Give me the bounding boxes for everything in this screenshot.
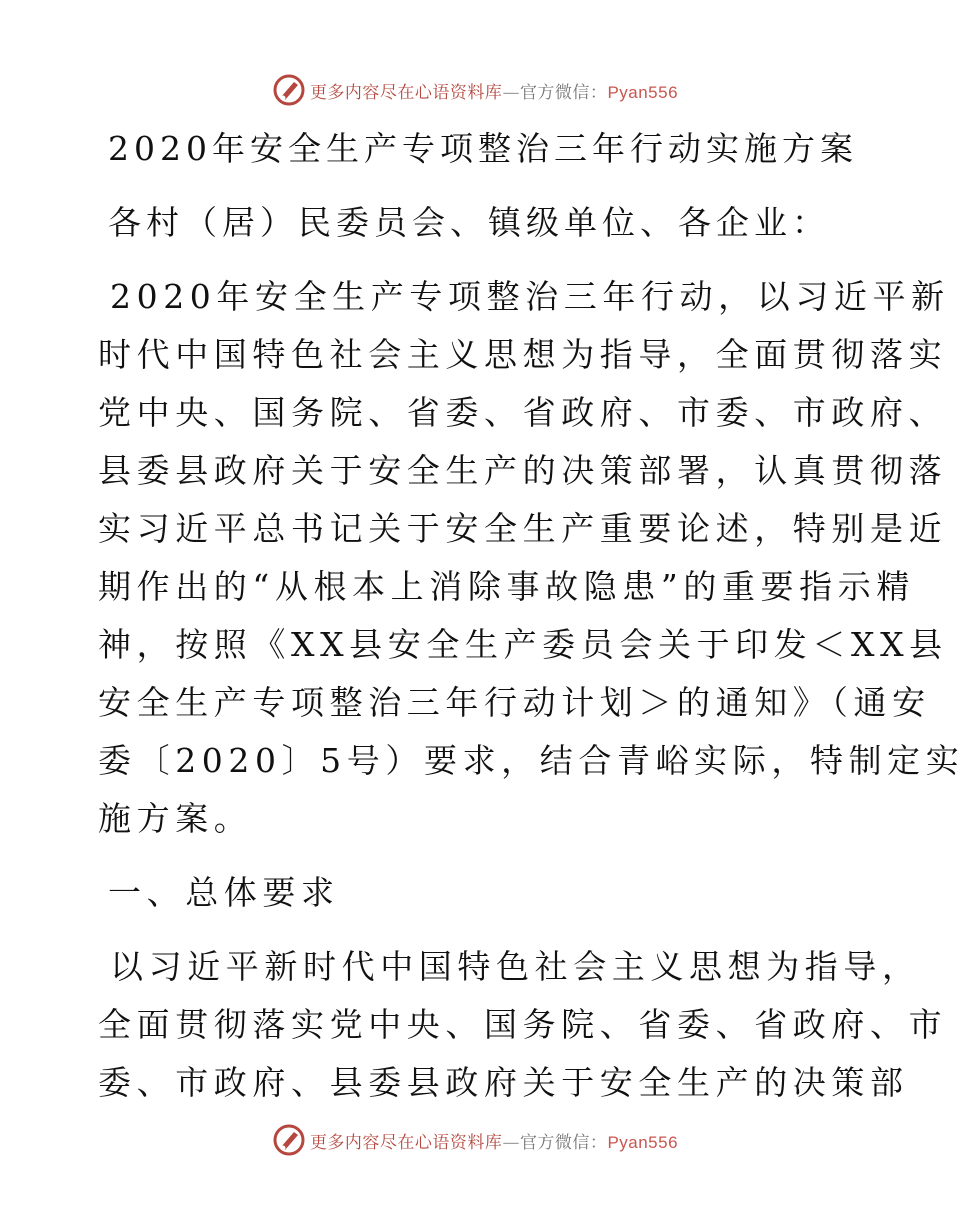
intro-line: 期作出的“从根本上消除事故隐患”的重要指示精 (98, 567, 915, 606)
section-heading: 一、总体要求 (108, 873, 340, 912)
banner-separator: — (502, 82, 520, 103)
intro-line: 神，按照《XX县安全生产委员会关于印发＜XX县 (98, 625, 948, 664)
intro-line: 党中央、国务院、省委、省政府、市委、市政府、 (98, 393, 948, 432)
footer-banner (0, 1120, 950, 1160)
brand-logo-icon (272, 1123, 306, 1157)
intro-line: 2020年安全生产专项整治三年行动，以习近平新 (110, 277, 950, 316)
header-banner (0, 70, 950, 110)
intro-line: 施方案。 (98, 799, 253, 838)
intro-line: 时代中国特色社会主义思想为指导，全面贯彻落实 (98, 335, 948, 374)
intro-line: 实习近平总书记关于安全生产重要论述，特别是近 (98, 509, 948, 548)
intro-line: 安全生产专项整治三年行动计划＞的通知》（通安 (98, 683, 931, 722)
document-body (98, 120, 964, 1112)
banner-separator: — (502, 1132, 520, 1153)
document-title: 2020年安全生产专项整治三年行动实施方案 (108, 129, 858, 168)
banner-text (310, 1128, 678, 1153)
wechat-label: 官方微信： (519, 1132, 608, 1153)
wechat-id: Pyan556 (607, 82, 679, 102)
wechat-label: 官方微信： (519, 82, 608, 103)
brand-logo-icon (272, 73, 306, 107)
section-line: 委、市政府、县委县政府关于安全生产的决策部 (98, 1063, 909, 1102)
banner-main-text: 更多内容尽在心语资料库 (309, 1132, 503, 1153)
section-line: 全面贯彻落实党中央、国务院、省委、省政府、市 (98, 1005, 948, 1044)
intro-line: 县委县政府关于安全生产的决策部署，认真贯彻落 (98, 451, 948, 490)
wechat-id: Pyan556 (607, 1132, 679, 1152)
banner-main-text: 更多内容尽在心语资料库 (309, 82, 503, 103)
document-addressee: 各村（居）民委员会、镇级单位、各企业： (108, 203, 830, 242)
intro-line: 委〔2020〕5号）要求，结合青峪实际，特制定实 (98, 741, 964, 780)
section-line: 以习近平新时代中国特色社会主义思想为指导， (110, 947, 921, 986)
banner-text (310, 78, 678, 103)
